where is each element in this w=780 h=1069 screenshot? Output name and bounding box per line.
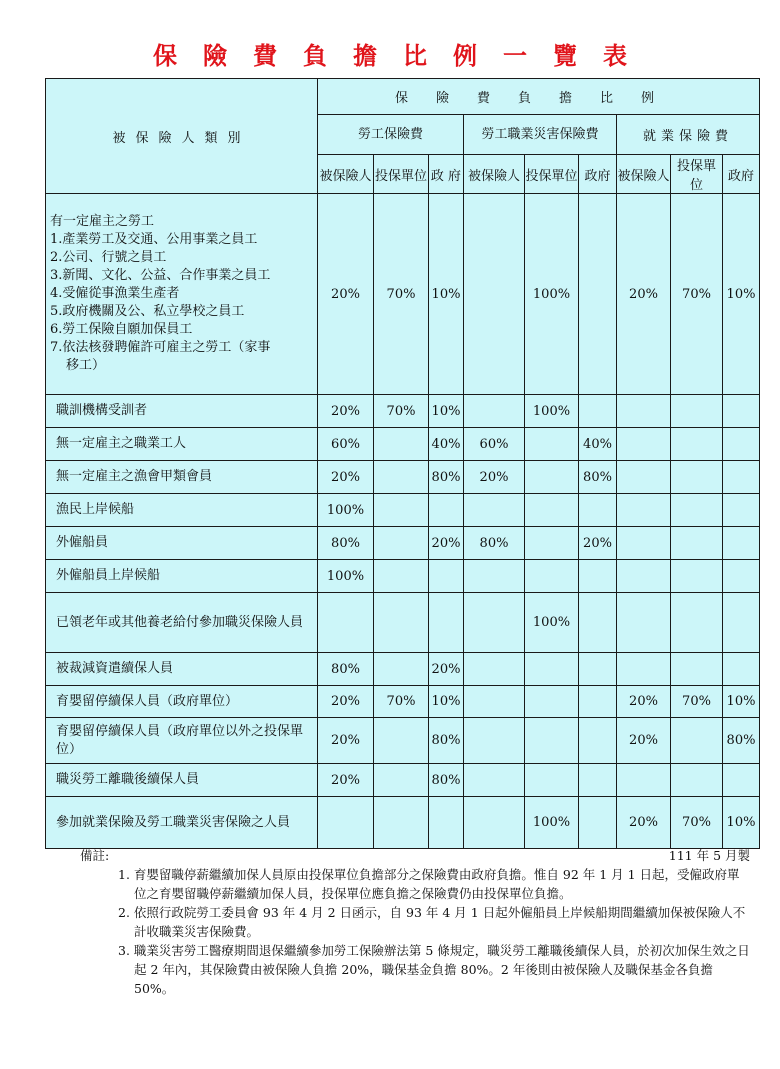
- ratio-cell: [617, 461, 671, 494]
- subheader-cell: 被保險人: [318, 155, 374, 194]
- ratio-cell: [671, 527, 723, 560]
- ratio-cell: 20%: [318, 718, 374, 764]
- ratio-cell: 20%: [464, 461, 525, 494]
- table-row: [46, 194, 760, 395]
- ratio-cell: [579, 494, 617, 527]
- row-category-line: 7.依法核發聘僱許可雇主之勞工（家事: [50, 340, 271, 355]
- ratio-cell: [525, 764, 579, 797]
- ratio-cell: [671, 428, 723, 461]
- ratio-cell: [525, 718, 579, 764]
- ratio-cell: [374, 718, 429, 764]
- row-category-label: 參加就業保險及勞工職業災害保險之人員: [46, 797, 318, 849]
- ratio-cell: [671, 593, 723, 653]
- ratio-cell: 80%: [318, 653, 374, 686]
- ratio-cell: [723, 593, 760, 653]
- table-row: [46, 653, 760, 686]
- ratio-cell: [723, 461, 760, 494]
- ratio-cell: 100%: [318, 494, 374, 527]
- ratio-cell: [374, 461, 429, 494]
- ratio-cell: [617, 593, 671, 653]
- row-category-label: 育嬰留停續保人員（政府單位）: [46, 686, 318, 718]
- ratio-cell: 80%: [464, 527, 525, 560]
- row-category-label: 無一定雇主之漁會甲類會員: [46, 461, 318, 494]
- table-row: [46, 686, 760, 718]
- notes-section: [80, 846, 750, 998]
- ratio-cell: [579, 686, 617, 718]
- ratio-cell: [617, 395, 671, 428]
- ratio-header: 保險費負擔比例: [318, 79, 760, 115]
- row-category-label: 外僱船員上岸候船: [46, 560, 318, 593]
- ratio-cell: [617, 560, 671, 593]
- ratio-cell: 20%: [617, 194, 671, 395]
- ratio-cell: 70%: [374, 395, 429, 428]
- table-row: [46, 395, 760, 428]
- ratio-cell: 20%: [318, 686, 374, 718]
- row-category-label: 外僱船員: [46, 527, 318, 560]
- table-row: [46, 560, 760, 593]
- ratio-cell: 10%: [429, 194, 464, 395]
- ratio-cell: [617, 527, 671, 560]
- ratio-cell: [464, 560, 525, 593]
- ratio-cell: 100%: [525, 797, 579, 849]
- row-category-line: 1.產業勞工及交通、公用事業之員工: [50, 232, 258, 247]
- ratio-cell: [579, 797, 617, 849]
- ratio-cell: [525, 686, 579, 718]
- ratio-cell: 60%: [464, 428, 525, 461]
- contribution-ratio-table: [45, 78, 760, 849]
- ratio-cell: 10%: [723, 194, 760, 395]
- ratio-cell: [671, 718, 723, 764]
- subheader-cell: 投保單位: [374, 155, 429, 194]
- ratio-cell: 100%: [525, 194, 579, 395]
- subheader-cell: 投保單位: [525, 155, 579, 194]
- subheader-cell: 投保單位: [671, 155, 723, 194]
- ratio-cell: [374, 653, 429, 686]
- ratio-cell: 20%: [318, 461, 374, 494]
- ratio-cell: [525, 494, 579, 527]
- ratio-cell: [617, 428, 671, 461]
- ratio-cell: [464, 494, 525, 527]
- ratio-cell: [723, 527, 760, 560]
- subheader-cell: 被保險人: [617, 155, 671, 194]
- ratio-cell: [671, 494, 723, 527]
- ratio-cell: [464, 194, 525, 395]
- row-category-label: 漁民上岸候船: [46, 494, 318, 527]
- ratio-cell: 20%: [429, 653, 464, 686]
- table-row: [46, 527, 760, 560]
- ratio-cell: [318, 797, 374, 849]
- ratio-cell: 80%: [429, 461, 464, 494]
- ratio-cell: [525, 428, 579, 461]
- ratio-cell: 60%: [318, 428, 374, 461]
- ratio-cell: [374, 428, 429, 461]
- row-category-line: 2.公司、行號之員工: [50, 250, 167, 265]
- ratio-cell: [374, 797, 429, 849]
- row-category-line: 4.受僱從事漁業生產者: [50, 286, 180, 301]
- row-category-line: 3.新聞、文化、公益、合作事業之員工: [50, 268, 271, 283]
- ratio-cell: [374, 560, 429, 593]
- ratio-cell: [579, 653, 617, 686]
- row-category-label: 職訓機構受訓者: [46, 395, 318, 428]
- ratio-cell: 100%: [525, 593, 579, 653]
- ratio-cell: 10%: [429, 686, 464, 718]
- ratio-cell: [374, 764, 429, 797]
- ratio-cell: [723, 653, 760, 686]
- ratio-cell: [671, 560, 723, 593]
- ratio-cell: 70%: [671, 797, 723, 849]
- ratio-cell: 100%: [318, 560, 374, 593]
- subheader-cell: 政府: [723, 155, 760, 194]
- ratio-cell: [464, 593, 525, 653]
- ratio-cell: [579, 395, 617, 428]
- ratio-cell: 100%: [525, 395, 579, 428]
- ratio-cell: [579, 194, 617, 395]
- ratio-cell: [525, 560, 579, 593]
- row-category-label: 已領老年或其他養老給付參加職災保險人員: [46, 593, 318, 653]
- table-row: [46, 494, 760, 527]
- ratio-cell: 70%: [671, 686, 723, 718]
- row-category-label: 育嬰留停續保人員（政府單位以外之投保單位）: [46, 718, 318, 764]
- ratio-cell: 20%: [429, 527, 464, 560]
- ratio-cell: [374, 494, 429, 527]
- ratio-cell: 10%: [723, 686, 760, 718]
- ratio-cell: [723, 764, 760, 797]
- note-item: 3. 職業災害勞工醫療期間退保繼續參加勞工保險辦法第 5 條規定，職災勞工離職後續保人員，於初次加保生效之日起 2 年內，其保險費由被保險人負擔 20%，職保基金負擔 80%。2 年後則由被保險人及職保基金各負擔 50%。: [118, 943, 750, 996]
- ratio-cell: 20%: [318, 395, 374, 428]
- ratio-cell: 10%: [723, 797, 760, 849]
- ratio-cell: [617, 653, 671, 686]
- row-category-line: 6.勞工保險自願加保員工: [50, 322, 193, 337]
- ratio-cell: 40%: [429, 428, 464, 461]
- table-row: [46, 461, 760, 494]
- table-row: [46, 718, 760, 764]
- ratio-cell: [617, 494, 671, 527]
- ratio-cell: [429, 797, 464, 849]
- table-row: [46, 593, 760, 653]
- ratio-cell: [671, 395, 723, 428]
- ratio-cell: [464, 395, 525, 428]
- page-title: 保險費負擔比例一覽表: [153, 41, 653, 70]
- ratio-cell: 10%: [429, 395, 464, 428]
- ratio-cell: [671, 653, 723, 686]
- ratio-cell: [525, 653, 579, 686]
- table-row: [46, 428, 760, 461]
- ratio-cell: 80%: [723, 718, 760, 764]
- table-row: [46, 797, 760, 849]
- ratio-cell: [464, 686, 525, 718]
- subheader-cell: 政府: [579, 155, 617, 194]
- ratio-cell: [723, 560, 760, 593]
- production-date: 111 年 5 月製: [668, 848, 750, 863]
- ratio-cell: [464, 764, 525, 797]
- ratio-cell: [579, 764, 617, 797]
- ratio-cell: [723, 428, 760, 461]
- ratio-cell: [464, 797, 525, 849]
- ratio-cell: [723, 494, 760, 527]
- ratio-cell: 20%: [617, 797, 671, 849]
- ratio-cell: 70%: [374, 194, 429, 395]
- ratio-cell: [671, 461, 723, 494]
- group-header-labor: 勞工保險費: [318, 115, 464, 155]
- ratio-cell: [579, 718, 617, 764]
- ratio-cell: [374, 527, 429, 560]
- note-item: 2. 依照行政院勞工委員會 93 年 4 月 2 日函示，自 93 年 4 月 1 日起外僱船員上岸候船期間繼續加保被保險人不計收職業災害保險費。: [118, 905, 746, 939]
- ratio-cell: 40%: [579, 428, 617, 461]
- ratio-cell: [429, 560, 464, 593]
- ratio-cell: [579, 560, 617, 593]
- ratio-cell: [723, 395, 760, 428]
- row-category-label: 職災勞工離職後續保人員: [46, 764, 318, 797]
- ratio-cell: 20%: [579, 527, 617, 560]
- ratio-cell: [429, 593, 464, 653]
- ratio-cell: [464, 653, 525, 686]
- ratio-cell: [374, 593, 429, 653]
- ratio-cell: 80%: [318, 527, 374, 560]
- row-category-line: 移工）: [66, 358, 106, 373]
- ratio-cell: [579, 593, 617, 653]
- ratio-cell: [617, 764, 671, 797]
- ratio-cell: 20%: [617, 718, 671, 764]
- ratio-cell: 20%: [318, 764, 374, 797]
- ratio-cell: 70%: [671, 194, 723, 395]
- group-header-employment: 就業保險費: [617, 115, 760, 155]
- ratio-cell: 80%: [429, 764, 464, 797]
- ratio-cell: 20%: [318, 194, 374, 395]
- ratio-cell: 20%: [617, 686, 671, 718]
- ratio-cell: 80%: [579, 461, 617, 494]
- ratio-cell: [464, 718, 525, 764]
- ratio-cell: [671, 764, 723, 797]
- notes-label: 備註:: [80, 848, 110, 863]
- ratio-cell: [525, 461, 579, 494]
- table-body: [46, 79, 760, 849]
- ratio-cell: 80%: [429, 718, 464, 764]
- note-item: 1. 育嬰留職停薪繼續加保人員原由投保單位負擔部分之保險費由政府負擔。惟自 92 年 1 月 1 日起，受僱政府單位之育嬰留職停薪繼續加保人員，投保單位應負擔之保險費仍由投保單位負擔。: [118, 867, 740, 901]
- ratio-cell: [429, 494, 464, 527]
- group-header-occupational: [464, 115, 617, 155]
- row-category-line: 5.政府機關及公、私立學校之員工: [50, 304, 245, 319]
- subheader-cell: 被保險人: [464, 155, 525, 194]
- subheader-cell: 政 府: [429, 155, 464, 194]
- table-row: [46, 764, 760, 797]
- category-header: 被保險人類別: [46, 79, 318, 194]
- ratio-cell: [318, 593, 374, 653]
- group-header-occupational-text: 勞工職業災害保險費: [481, 126, 599, 142]
- row-category-label: [46, 194, 318, 395]
- row-category-line: 有一定雇主之勞工: [50, 214, 155, 229]
- ratio-cell: [525, 527, 579, 560]
- ratio-cell: 70%: [374, 686, 429, 718]
- row-category-label: 被裁減資遣續保人員: [46, 653, 318, 686]
- row-category-label: 無一定雇主之職業工人: [46, 428, 318, 461]
